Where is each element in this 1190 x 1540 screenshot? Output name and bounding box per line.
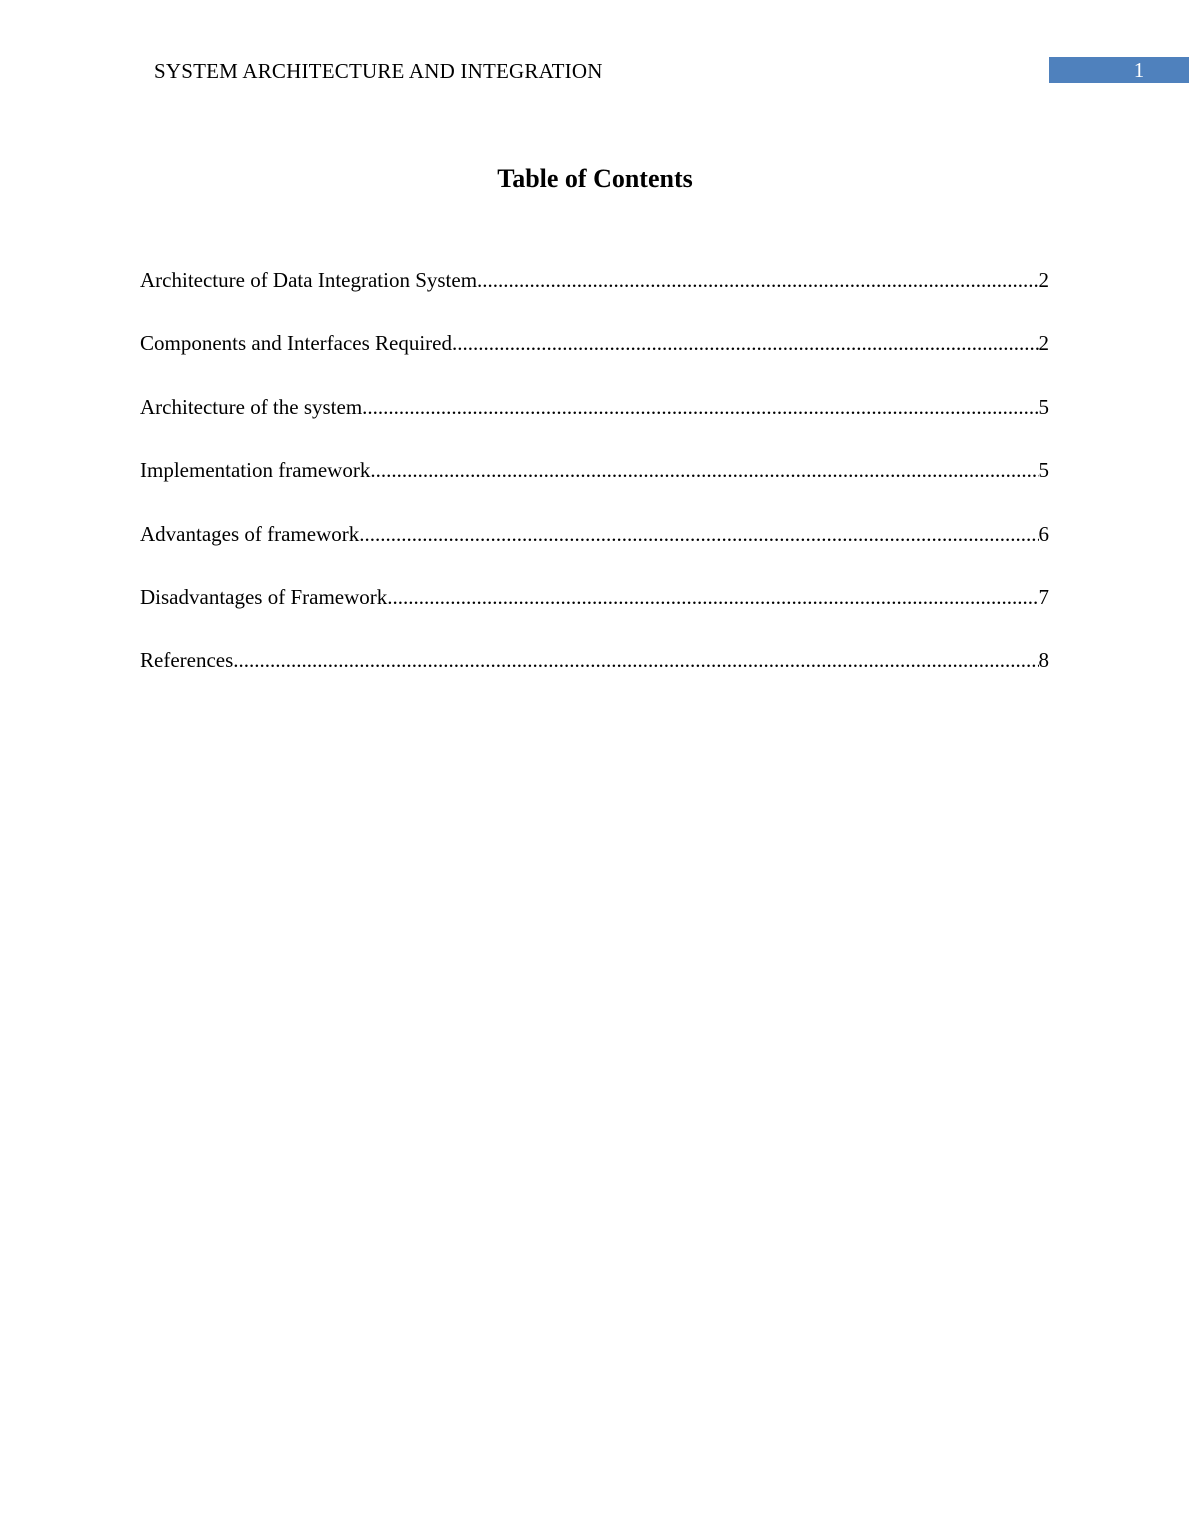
toc-entry[interactable] — [140, 520, 1049, 583]
toc-entry-label: Architecture of the system — [140, 394, 363, 419]
toc-dot-leader — [477, 266, 1038, 294]
toc-entry-page: 6 — [1038, 521, 1049, 546]
toc-dot-leader — [359, 520, 1038, 548]
toc-entry-label: Implementation framework — [140, 458, 371, 483]
toc-entry-page: 8 — [1038, 648, 1049, 673]
toc-entry-page: 7 — [1038, 584, 1049, 609]
toc-dot-leader — [233, 646, 1038, 674]
toc-entry-label: Disadvantages of Framework — [140, 584, 388, 609]
toc-entry-page: 5 — [1038, 458, 1049, 483]
toc-entry[interactable] — [140, 329, 1049, 392]
toc-entry-label: Architecture of Data Integration System — [140, 268, 478, 292]
toc-dot-leader — [370, 456, 1038, 484]
running-header-title: SYSTEM ARCHITECTURE AND INTEGRATION — [154, 59, 603, 83]
page-number: 1 — [1133, 58, 1145, 82]
toc-entry-label: Advantages of framework — [140, 521, 360, 546]
toc-entry[interactable] — [140, 456, 1049, 519]
toc-heading: Table of Contents — [497, 164, 693, 193]
toc-entry-page: 2 — [1038, 331, 1049, 356]
toc-list — [140, 266, 1049, 710]
toc-entry[interactable] — [140, 583, 1049, 646]
toc-dot-leader — [452, 329, 1039, 357]
toc-dot-leader — [387, 583, 1038, 611]
toc-entry-page: 2 — [1038, 268, 1049, 292]
toc-entry-label: References — [140, 648, 234, 673]
page-number-badge — [1049, 57, 1189, 83]
toc-entry-page: 5 — [1038, 394, 1049, 419]
toc-dot-leader — [362, 393, 1038, 421]
toc-entry[interactable] — [140, 646, 1049, 709]
toc-entry[interactable] — [140, 393, 1049, 456]
toc-entry-label: Components and Interfaces Required — [140, 331, 452, 356]
toc-entry[interactable] — [140, 266, 1049, 329]
